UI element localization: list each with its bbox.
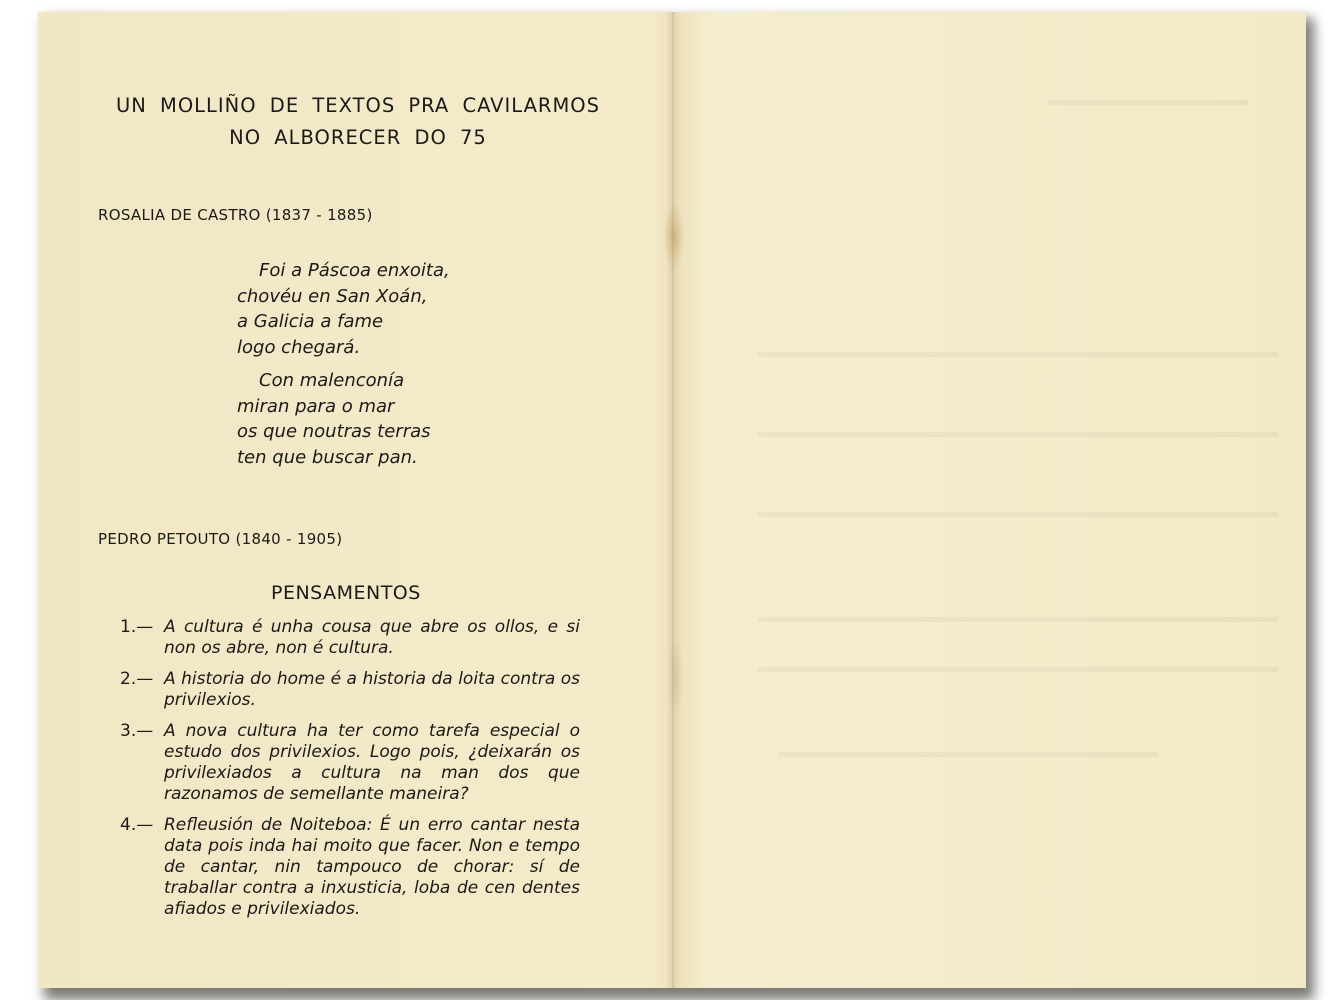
poem-line: chovéu en San Xoán, <box>237 285 428 307</box>
title-line: NO ALBORECER DO 75 <box>229 126 487 149</box>
document-sheet <box>38 12 1306 988</box>
item-number: 2.— <box>120 669 154 689</box>
poem-line: miran para o mar <box>237 395 395 417</box>
item-text: A cultura é unha cousa que abre os ollos, e si non os abre, non é cultura. <box>164 617 580 658</box>
author-rosalia: ROSALIA DE CASTRO (1837 - 1885) <box>98 206 373 224</box>
stanza <box>237 368 557 470</box>
list-item <box>120 815 580 920</box>
section-heading: PENSAMENTOS <box>271 582 421 604</box>
item-text: A nova cultura ha ter como tarefa especial o estudo dos privilexios. Logo pois, ¿deixarán os privilexiados a cultura na man dos que razonamos de semellante maneira? <box>164 721 580 804</box>
right-page <box>678 12 1306 988</box>
poem-line: ten que buscar pan. <box>237 446 418 468</box>
item-text: A historia do home é a historia da loita contra os privilexios. <box>164 669 580 710</box>
poem-line: Con malenconía <box>259 370 405 391</box>
poem-line: logo chegará. <box>237 336 361 358</box>
poem <box>237 258 557 478</box>
thoughts-list <box>120 617 580 930</box>
document-title <box>88 90 628 154</box>
poem-line: a Galicia a fame <box>237 311 384 332</box>
list-item <box>120 669 580 711</box>
item-number: 3.— <box>120 721 154 741</box>
left-page <box>38 12 668 988</box>
stanza <box>237 258 557 360</box>
poem-line: os que noutras terras <box>237 421 431 442</box>
item-number: 4.— <box>120 815 154 835</box>
item-number: 1.— <box>120 617 154 637</box>
item-text: Refleusión de Noiteboa: É un erro cantar nesta data pois inda hai moito que facer. Non e tempo de cantar, nin tampouco de chorar: sí de traballar contra a inxusticia, loba de cen dentes afiados e privilexiados. <box>164 815 580 919</box>
list-item <box>120 721 580 805</box>
author-petouto: PEDRO PETOUTO (1840 - 1905) <box>98 530 343 548</box>
poem-line: Foi a Páscoa enxoita, <box>259 260 450 281</box>
list-item <box>120 617 580 659</box>
title-line: UN MOLLIÑO DE TEXTOS PRA CAVILARMOS <box>115 94 601 117</box>
